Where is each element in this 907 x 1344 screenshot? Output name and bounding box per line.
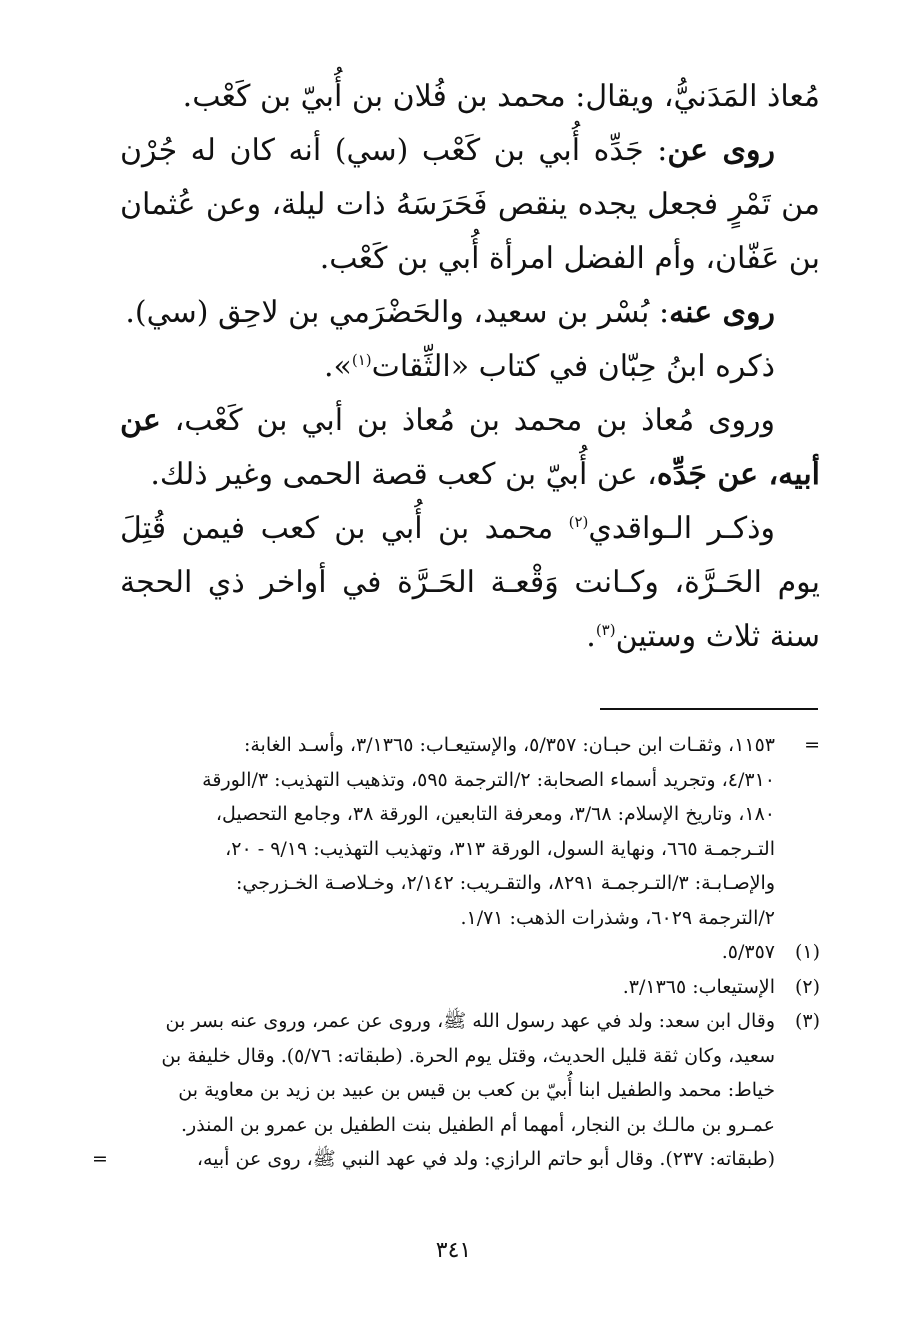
footnote-3	[92, 1004, 820, 1177]
paragraph-rawa-an	[120, 124, 820, 286]
text-rawa-anhu: : بُسْر بن سعيد، والحَضْرَمي بن لاحِق (سي).	[125, 295, 670, 330]
footnote-1	[120, 935, 820, 970]
footnote-ref-3[interactable]: (٣)	[595, 621, 616, 639]
footnote-divider	[600, 708, 818, 710]
continuation-line: ١٨٠، وتاريخ الإسلام: ٣/٦٨، ومعرفة التابعين، الورقة ٣٨، وجامع التحصيل،	[215, 803, 775, 825]
continued-mark: =	[92, 1148, 108, 1170]
paragraph-ibn-hibban	[120, 340, 820, 394]
footnote-2	[120, 970, 820, 1005]
footnote-3-line: خياط: محمد والطفيل ابنا أُبيّ بن كعب بن قيس بن عبيد بن زيد بن معاوية بن	[178, 1079, 775, 1101]
paragraph-intro	[120, 70, 820, 124]
page-number: ٣٤١	[435, 1238, 472, 1263]
footnote-3-line: سعيد، وكان ثقة قليل الحديث، وقتل يوم الحرة. (طبقاته: ٥/٧٦). وقال خليفة بن	[161, 1044, 775, 1067]
footnote-3-text	[92, 1004, 775, 1177]
footnote-2-text: الإستيعاب: ٣/١٣٦٥.	[622, 975, 775, 998]
continuation-text	[120, 728, 775, 935]
label-rawa-anhu: روى عنه	[669, 295, 775, 330]
paragraph-muadh	[120, 394, 820, 502]
text-rawa-an: : جَدِّه أُبي بن كَعْب (سي) أنه كان له جُرْن من تَمْرٍ فجعل يجده ينقص فَحَرَسَهُ ذات ليلة، وعن عُثمان بن عَفّان، وأم الفضل امرأة أُبي بن كَعْب.	[120, 133, 820, 276]
text-muadh-a: وروى مُعاذ بن محمد بن مُعاذ بن أبي بن كَعْب،	[160, 403, 775, 438]
footnote-ref-1[interactable]: (١)	[351, 351, 372, 369]
text-muadh-bold: عن أبيه، عن جَدِّه	[120, 403, 820, 492]
continuation-line: ٢/الترجمة ٦٠٢٩، وشذرات الذهب: ١/٧١.	[460, 906, 775, 929]
footnote-3-line: وقال ابن سعد: ولد في عهد رسول الله ﷺ، وروى عن عمر، وروى عنه بسر بن	[165, 1010, 775, 1032]
text-muadh-c: ، عن أُبيّ بن كعب قصة الحمى وغير ذلك.	[150, 457, 657, 492]
footnote-continuation	[120, 728, 820, 935]
footnote-2-mark: (٢)	[794, 975, 820, 998]
text-waqidi-b: محمد بن أُبي بن كعب فيمن قُتِلَ يوم الحَـرَّة، وكـانت وَقْعـة الحَـرَّة في أواخر ذي الحجة سنة ثلاث وستين	[120, 511, 820, 654]
footnote-3-line: عمـرو بن مالـك بن النجار، أمهما أم الطفيل بنت الطفيل بن عمرو بن المنذر.	[180, 1113, 775, 1136]
intro-line: مُعاذ المَدَنيُّ، ويقال: محمد بن فُلان بن أُبيّ بن كَعْب.	[182, 79, 820, 114]
footnote-3-line: (طبقاته: ٢٣٧). وقال أبو حاتم الرازي: ولد في عهد النبي ﷺ، روى عن أبيه،	[196, 1148, 775, 1170]
label-rawa-an: روى عن	[667, 133, 775, 168]
footnotes	[92, 728, 820, 1177]
continuation-line: والإصـابـة: ٣/التـرجمـة ٨٢٩١، والتقـريب: ٢/١٤٢، وخـلاصـة الخـزرجي:	[236, 872, 775, 894]
paragraph-waqidi	[120, 502, 820, 664]
paragraph-rawa-anhu	[120, 286, 820, 340]
continuation-line: ١١٥٣، وثقـات ابن حبـان: ٥/٣٥٧، والإستيعـاب: ٣/١٣٦٥، وأسـد الغابة:	[243, 734, 775, 756]
footnote-1-text: ٥/٣٥٧.	[721, 941, 775, 963]
main-text	[120, 70, 820, 664]
text-ibn-hibban-end: ».	[323, 349, 352, 384]
footnote-3-mark: (٣)	[794, 1010, 820, 1032]
footnote-1-mark: (١)	[794, 941, 820, 963]
footnote-ref-2[interactable]: (٢)	[568, 513, 589, 531]
text-waqidi-end: .	[586, 619, 596, 654]
continuation-line: التـرجمـة ٦٦٥، ونهاية السول، الورقة ٣١٣، وتهذيب التهذيب: ٩/١٩ - ٢٠،	[225, 837, 775, 860]
continuation-line: ٤/٣١٠، وتجريد أسماء الصحابة: ٢/الترجمة ٥٩٥، وتذهيب التهذيب: ٣/الورقة	[202, 768, 775, 791]
text-waqidi-a: وذكـر الـواقدي	[588, 511, 775, 546]
text-ibn-hibban: ذكره ابنُ حِبّان في كتاب «الثِّقات	[371, 349, 775, 384]
continuation-mark: =	[804, 734, 820, 756]
